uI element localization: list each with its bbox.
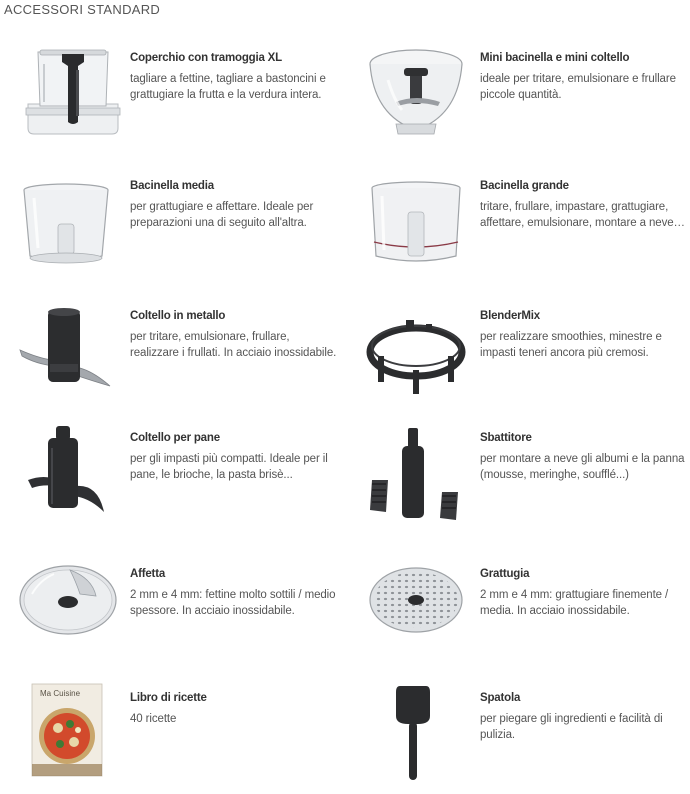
accessory-whisk <box>368 424 688 534</box>
accessory-large-bowl <box>368 172 688 282</box>
item-title: Libro di ricette <box>130 692 207 704</box>
accessory-medium-bowl <box>18 172 338 282</box>
blendermix-ring-icon <box>368 302 478 402</box>
item-description: per grattugiare e affettare. Ideale per preparazioni una di seguito all'altra. <box>130 201 314 229</box>
item-title: Spatola <box>480 692 521 704</box>
metal-blade-icon <box>18 302 128 402</box>
item-description: tritare, frullare, impastare, grattugiare, affettare, emulsionare, montare a neve… <box>480 201 685 229</box>
item-title: Bacinella grande <box>480 180 569 192</box>
page-title: ACCESSORI STANDARD <box>4 2 161 17</box>
item-title: BlenderMix <box>480 310 540 322</box>
item-description: per realizzare smoothies, minestre e impasti teneri ancora più cremosi. <box>480 331 662 359</box>
dough-blade-icon <box>18 424 128 524</box>
accessory-metal-blade <box>18 302 338 412</box>
recipe-book-icon <box>18 684 128 784</box>
item-title: Bacinella media <box>130 180 214 192</box>
item-description: ideale per tritare, emulsionare e frullare piccole quantità. <box>480 73 676 101</box>
item-description: 40 ricette <box>130 713 177 725</box>
large-bowl-icon <box>368 172 478 272</box>
accessory-slicing-disc <box>18 560 338 670</box>
item-description: 2 mm e 4 mm: fettine molto sottili / medio spessore. In acciaio inossidabile. <box>130 589 336 617</box>
item-description: per gli impasti più compatti. Ideale per il pane, le brioche, la pasta brisè... <box>130 453 328 481</box>
item-title: Coltello in metallo <box>130 310 226 322</box>
item-description: per piegare gli ingredienti e facilità di pulizia. <box>480 713 663 741</box>
item-description: per montare a neve gli albumi e la panna (mousse, meringhe, soufflé...) <box>480 453 685 481</box>
book-cover-title: Ma Cuisine <box>40 689 81 698</box>
mini-bowl-icon <box>368 44 478 144</box>
item-description: per tritare, emulsionare, frullare, realizzare i frullati. In acciaio inossidabile. <box>130 331 337 359</box>
grating-disc-icon <box>368 560 478 660</box>
whisk-icon <box>368 424 478 524</box>
accessory-spatula <box>368 684 688 794</box>
medium-bowl-icon <box>18 172 128 272</box>
item-title: Sbattitore <box>480 432 532 444</box>
item-title: Mini bacinella e mini coltello <box>480 52 630 64</box>
item-title: Coperchio con tramoggia XL <box>130 52 282 64</box>
item-description: 2 mm e 4 mm: grattugiare finemente / media. In acciaio inossidabile. <box>480 589 669 617</box>
item-title: Affetta <box>130 568 166 580</box>
item-title: Coltello per pane <box>130 432 220 444</box>
accessory-recipe-book <box>18 684 338 794</box>
accessory-lid <box>18 44 338 154</box>
slicing-disc-icon <box>18 560 128 660</box>
accessory-grating-disc <box>368 560 688 670</box>
accessory-dough-blade <box>18 424 338 534</box>
item-description: tagliare a fettine, tagliare a bastoncini e grattugiare la frutta e la verdura intera. <box>130 73 326 101</box>
lid-with-chute-icon <box>18 44 128 144</box>
accessory-mini-bowl <box>368 44 688 154</box>
item-title: Grattugia <box>480 568 530 580</box>
spatula-icon <box>368 684 478 784</box>
accessory-blendermix <box>368 302 688 412</box>
